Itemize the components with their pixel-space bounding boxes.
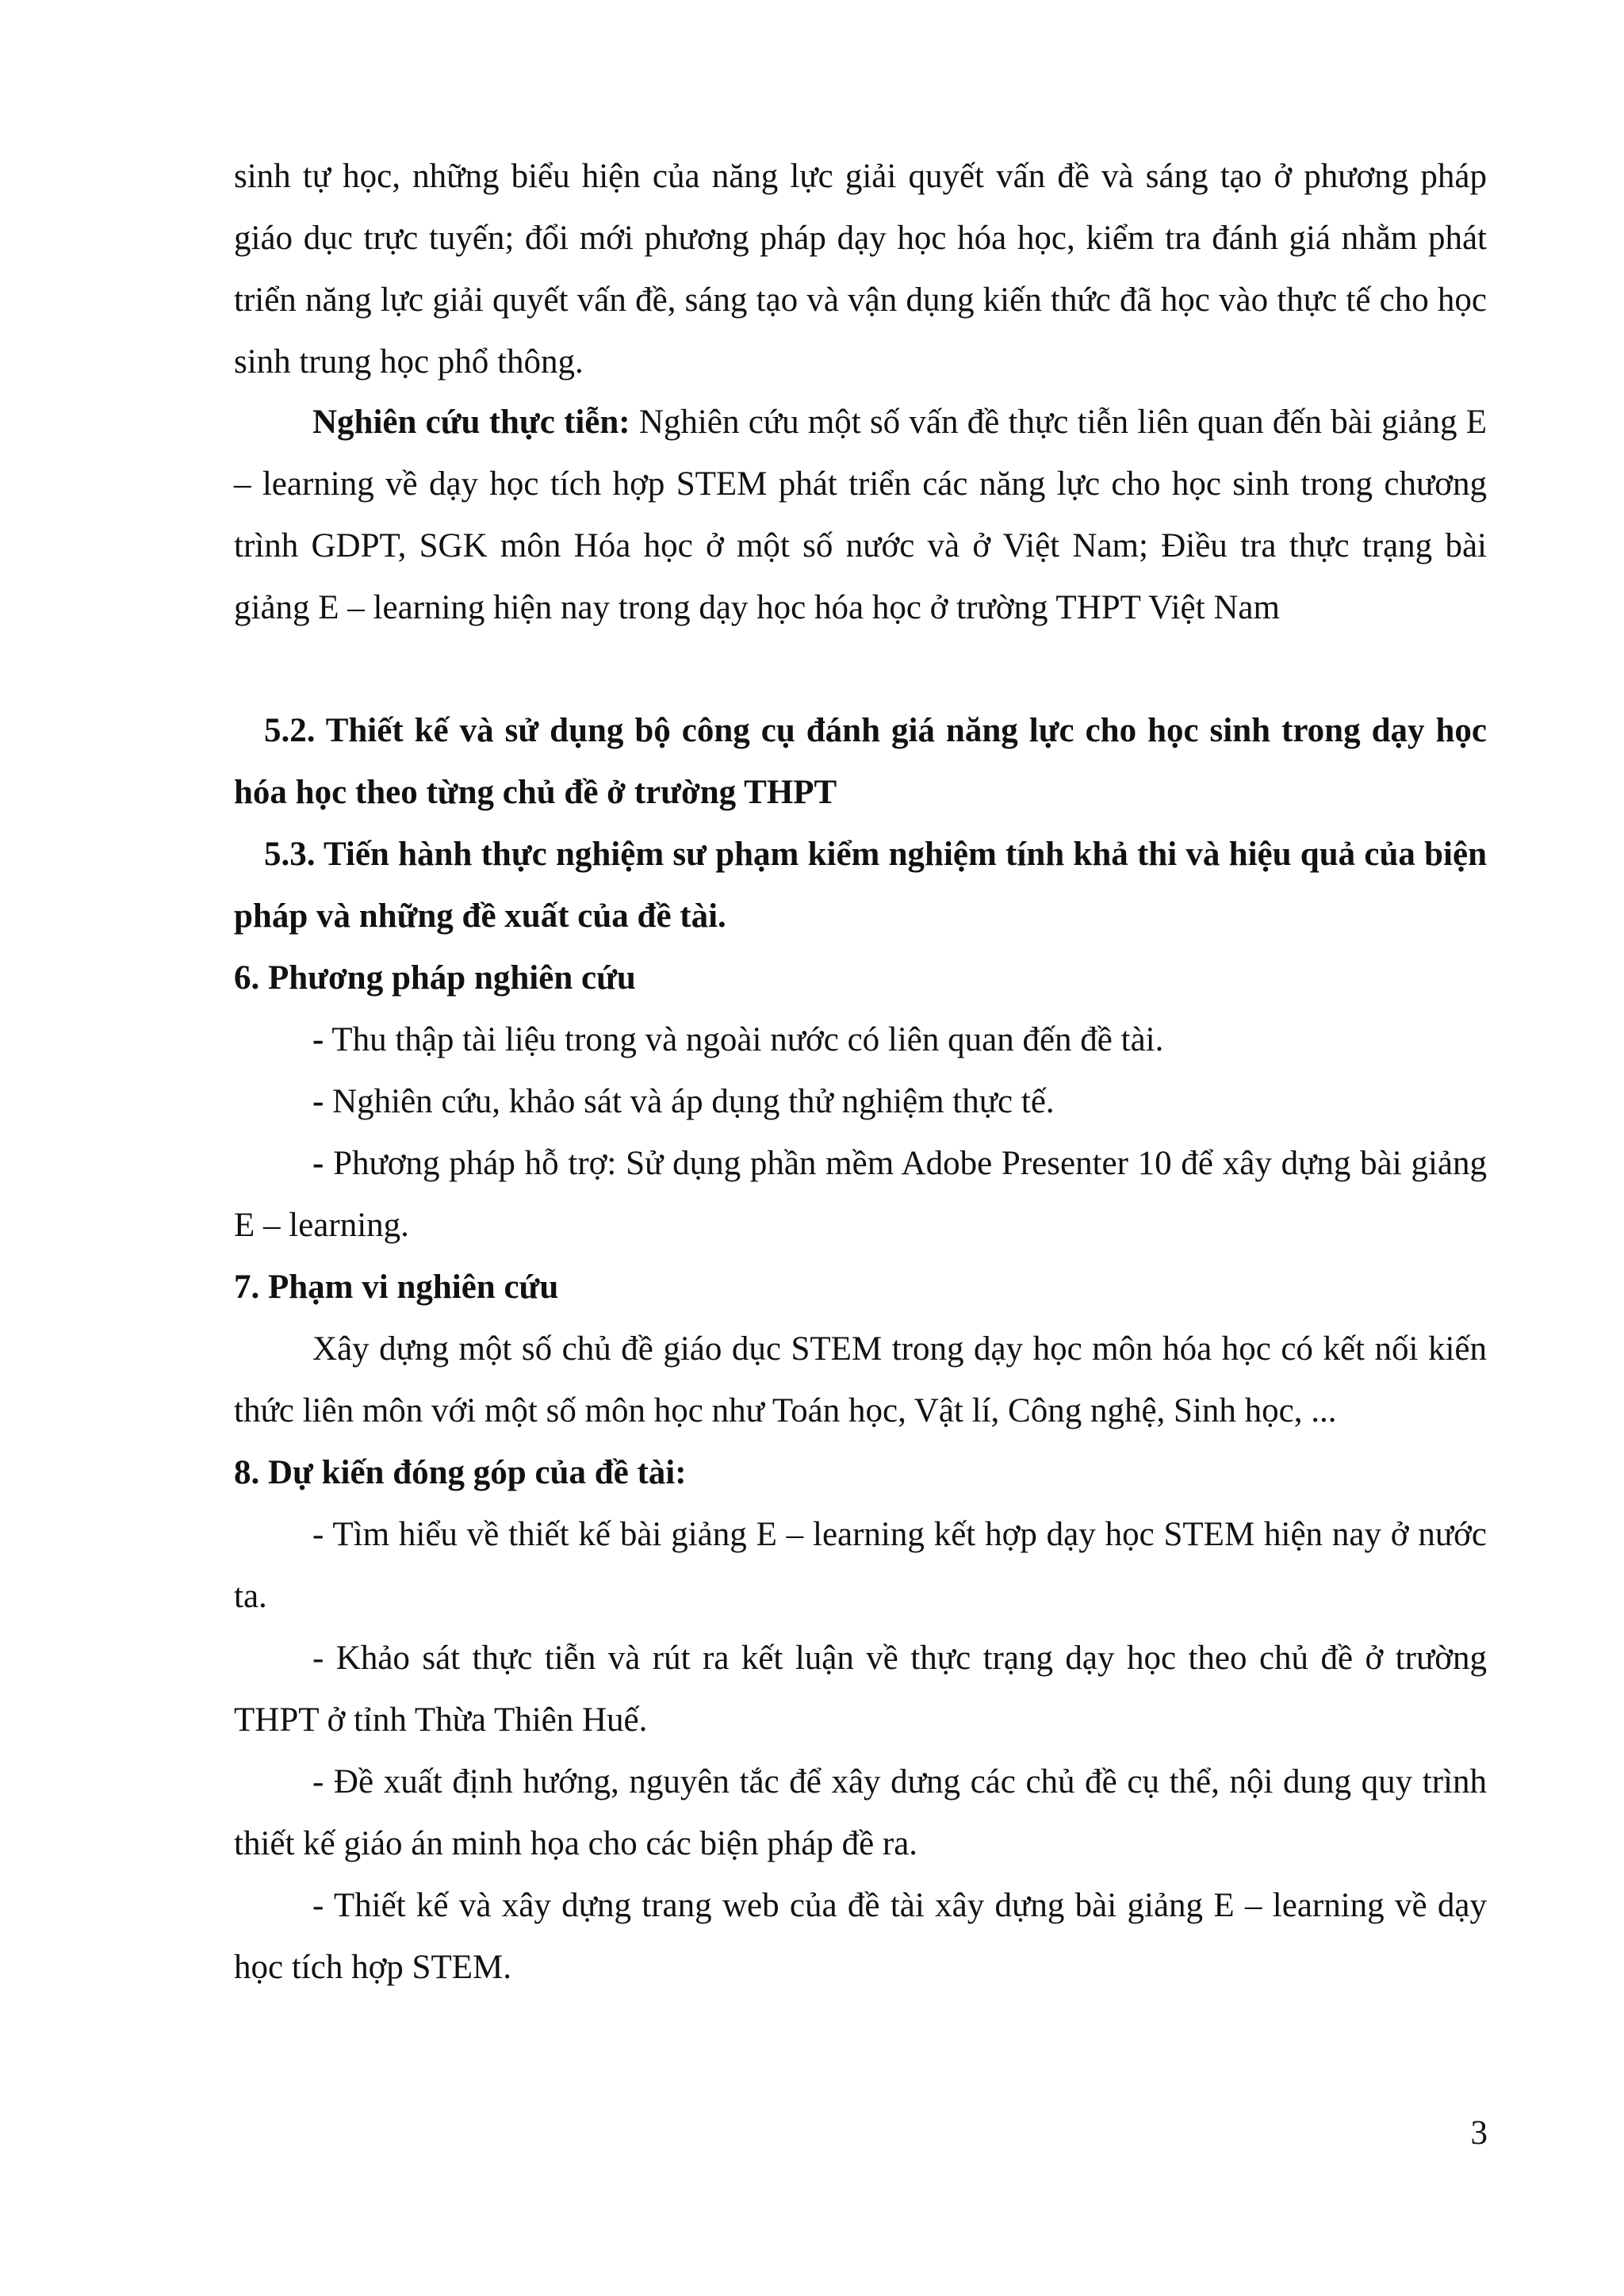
contribution-item-2: - Khảo sát thực tiễn và rút ra kết luận về thực trạng dạy học theo chủ đề ở trường THPT ở tỉnh Thừa Thiên Huế. [234,1640,1487,1739]
heading-6-methods: 6. Phương pháp nghiên cứu [234,959,636,997]
contribution-item-1: - Tìm hiểu về thiết kế bài giảng E – learning kết hợp dạy học STEM hiện nay ở nước ta. [234,1516,1487,1615]
contribution-item-4: - Thiết kế và xây dựng trang web của đề tài xây dựng bài giảng E – learning về dạy học tích hợp STEM. [234,1887,1487,1986]
method-item-3-text: Phương pháp hỗ trợ: Sử dụng phần mềm Adobe Presenter 10 để xây dựng bài giảng E – learning. [234,1145,1487,1244]
section-5-3: 5.3. Tiến hành thực nghiệm sư phạm kiểm nghiệm tính khả thi và hiệu quả của biện pháp và những đề xuất của đề tài. [234,836,1487,935]
page-number: 3 [1470,2114,1488,2152]
scope-paragraph: Xây dựng một số chủ đề giáo dục STEM trong dạy học môn hóa học có kết nối kiến thức liên môn với một số môn học như Toán học, Vật lí, Công nghệ, Sinh học, ... [234,1330,1487,1429]
contribution-item-3: - Đề xuất định hướng, nguyên tắc để xây dưng các chủ đề cụ thể, nội dung quy trình thiết kế giáo án minh họa cho các biện pháp đề ra. [234,1763,1487,1862]
heading-8-contributions: 8. Dự kiến đóng góp của đề tài: [234,1454,687,1491]
practical-research-text: Nghiên cứu một số vấn đề thực tiễn liên quan đến bài giảng E – learning về dạy học tích hợp STEM phát triển các năng lực cho học sinh trong chương trình GDPT, SGK môn Hóa học ở một số nước và ở Việt Nam; Điều tra thực trạng bài giảng E – learning hiện nay trong dạy học hóa học ở trường THPT Việt Nam [234,404,1487,626]
method-item-2 [234,1071,1487,1133]
method-item-3-dash: - [312,1145,324,1182]
method-item-1 [234,1009,1487,1071]
method-item-3 [234,1133,1487,1257]
method-item-2-dash: - [312,1083,324,1120]
heading-7-scope: 7. Phạm vi nghiên cứu [234,1269,559,1306]
paragraph-practical-research [234,392,1487,639]
method-item-1-text: Thu thập tài liệu trong và ngoài nước có liên quan đến đề tài. [324,1021,1164,1058]
method-item-2-text: Nghiên cứu, khảo sát và áp dụng thử nghiệm thực tế. [324,1083,1055,1120]
section-5-2: 5.2. Thiết kế và sử dụng bộ công cụ đánh giá năng lực cho học sinh trong dạy học hóa học theo từng chủ đề ở trường THPT [234,712,1487,811]
paragraph-objectives-continued: sinh tự học, những biểu hiện của năng lực giải quyết vấn đề và sáng tạo ở phương pháp giáo dục trực tuyến; đổi mới phương pháp dạy học hóa học, kiểm tra đánh giá nhằm phát triển năng lực giải quyết vấn đề, sáng tạo và vận dụng kiến thức đã học vào thực tế cho học sinh trung học phổ thông. [234,158,1487,381]
practical-research-label: Nghiên cứu thực tiễn: [312,404,630,441]
method-item-1-dash: - [312,1021,324,1058]
